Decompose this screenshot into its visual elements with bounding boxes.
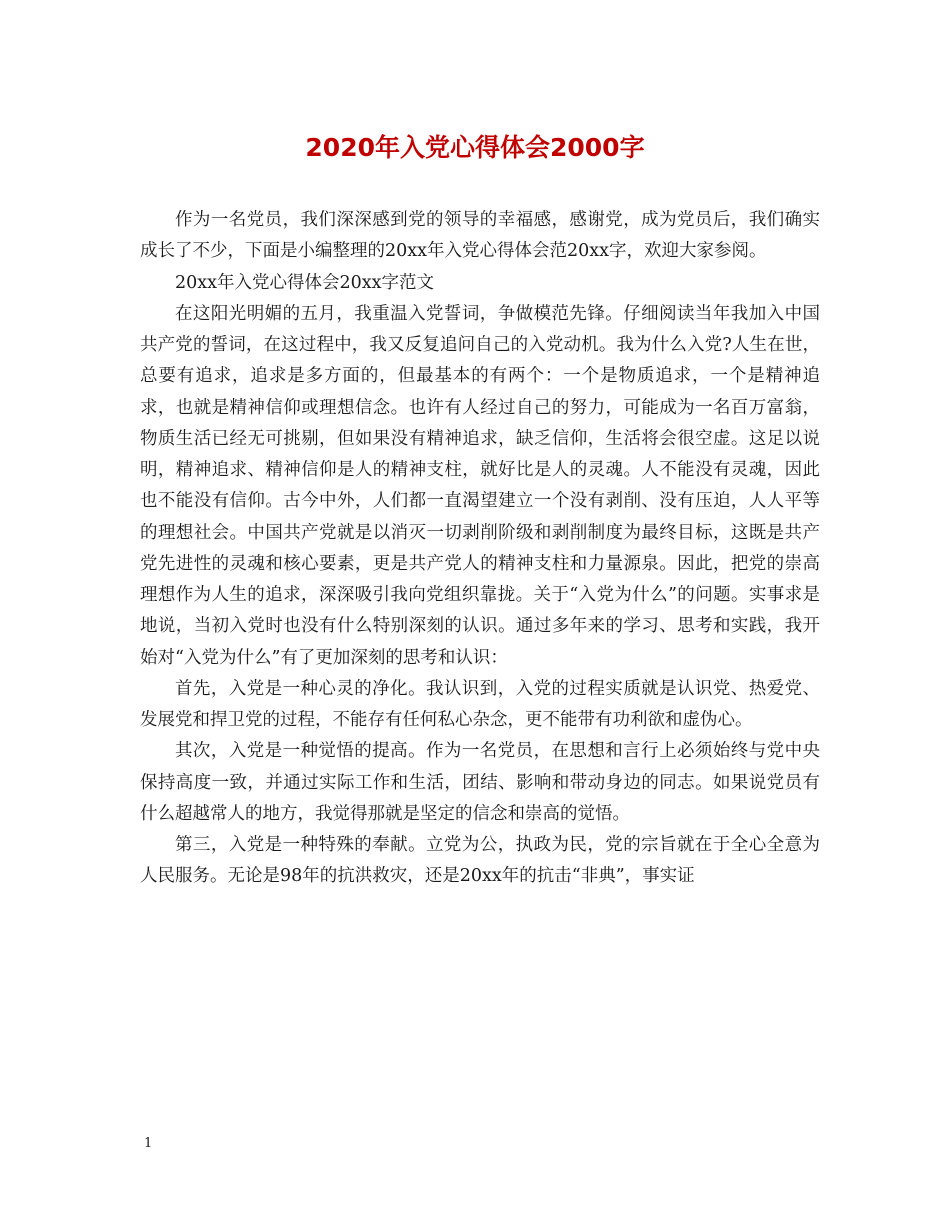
body-paragraph: 在这阳光明媚的五月，我重温入党誓词，争做模范先锋。仔细阅读当年我加入中国共产党的誓词，在这过程中，我又反复追问自己的入党动机。我为什么入党?人生在世，总要有追求，追求是多方面的，但最基本的有两个：一个是物质追求，一个是精神追求，也就是精神信仰或理想信念。也许有人经过自己的努力，可能成为一名百万富翁，物质生活已经无可挑剔，但如果没有精神追求，缺乏信仰，生活将会很空虚。这足以说明，精神追求、精神信仰是人的精神支柱，就好比是人的灵魂。人不能没有灵魂，因此也不能没有信仰。古今中外，人们都一直渴望建立一个没有剥削、没有压迫，人人平等的理想社会。中国共产党就是以消灭一切剥削阶级和剥削制度为最终目标，这既是共产党先进性的灵魂和核心要素，更是共产党人的精神支柱和力量源泉。因此，把党的崇高理想作为人生的追求，深深吸引我向党组织靠拢。关于“入党为什么”的问题。实事求是地说，当初入党时也没有什么特别深刻的认识。通过多年来的学习、思考和实践，我开始对“入党为什么”有了更加深刻的思考和认识：	[140, 303, 820, 668]
body-paragraph: 其次，入党是一种觉悟的提高。作为一名党员，在思想和言行上必须始终与党中央保持高度一致，并通过实际工作和生活，团结、影响和带动身边的同志。如果说党员有什么超越常人的地方，我觉得那就是坚定的信念和崇高的觉悟。	[140, 741, 820, 824]
section-heading: 20xx年入党心得体会20xx字范文	[175, 272, 435, 293]
document-title: 2020年入党心得体会2000字	[305, 133, 645, 162]
body-paragraph: 首先，入党是一种心灵的净化。我认识到，入党的过程实质就是认识党、热爱党、发展党和捍卫党的过程，不能存有任何私心杂念，更不能带有功利欲和虚伪心。	[140, 678, 820, 730]
body-paragraph: 第三，入党是一种特殊的奉献。立党为公，执政为民，党的宗旨就在于全心全意为人民服务。无论是98年的抗洪救灾，还是20xx年的抗击“非典”，事实证	[140, 835, 820, 887]
document-body	[140, 205, 820, 893]
page-number: 1	[144, 1136, 153, 1151]
intro-paragraph: 作为一名党员，我们深深感到党的领导的幸福感，感谢党，成为党员后，我们确实成长了不少，下面是小编整理的20xx年入党心得体会范20xx字，欢迎大家参阅。	[140, 210, 820, 262]
